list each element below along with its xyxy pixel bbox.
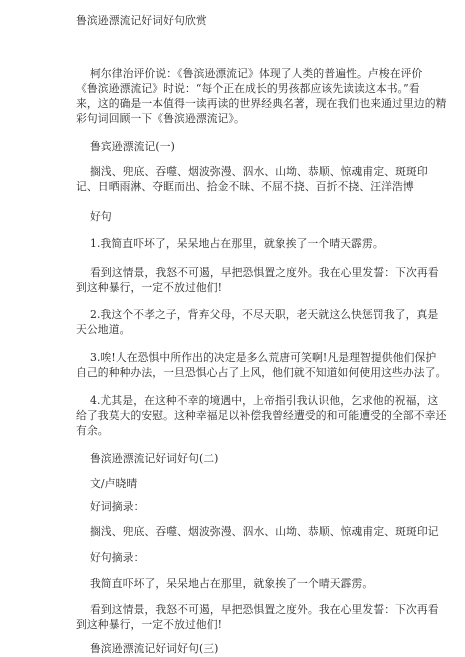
word-list-line: 搁浅、兜底、吞噬、烟波弥漫、泅水、山坳、恭顺、惊魂甫定、斑斑印 [90,165,428,178]
sentence-line: 给了我莫大的安慰。这种幸福足以补偿我曾经遭受的和可能遭受的全部不幸还 [76,409,447,422]
good-sentences-heading: 好句 [90,210,112,223]
sentence-line: 3.唉!人在恐惧中所作出的决定是多么荒唐可笑啊!凡是理智提供他们保护 [90,351,437,364]
sentence-line: 我简直吓坏了，呆呆地占在那里，就象挨了一个晴天霹雳。 [90,577,374,590]
intro-line: 《鲁滨逊漂流记》时说：“每个正在成长的男孩都应该先读读这本书。”看 [76,82,420,95]
section-title: 鲁滨逊漂流记好词好句(三) [90,642,219,655]
intro-line: 彩句词回顾一下《鲁滨逊漂流记》。 [76,112,245,125]
author-line: 文/卢晓晴 [90,477,138,490]
sentence-line: 自己的种种办法，一旦恐惧心占了上风，他们就不知道如何使用这些办法了。 [76,366,447,379]
sentence-line: 到这种暴行，一定不放过他们! [76,618,223,631]
sentence-line: 1.我简直吓坏了，呆呆地占在那里，就象挨了一个晴天霹雳。 [90,237,384,250]
sentence-line: 2.我这个不孝之子，背弃父母，不尽天职，老天就这么快惩罚我了，真是 [90,308,439,321]
section-title: 鲁滨逊漂流记好词好句(二) [90,452,219,465]
intro-line: 来，这的确是一本值得一读再读的世界经典名著，现在我们也来通过里边的精 [76,97,447,110]
word-list-line: 记、日晒雨淋、夺眶而出、拾金不昧、不屈不挠、百折不挠、汪洋浩博 [76,180,414,193]
section-title: 鲁宾逊漂流记(一) [90,140,175,153]
sentence-line: 4.尤其是，在这种不幸的境遇中，上帝指引我认识他，乞求他的祝福，这 [90,394,439,407]
sentences-label: 好句摘录： [90,551,145,564]
sentence-line: 看到这情景，我怒不可遏，早把恐惧置之度外。我在心里发誓：下次再看 [90,603,439,616]
word-list-line: 搁浅、兜底、吞噬、烟波弥漫、泅水、山坳、恭顺、惊魂甫定、斑斑印记 [90,525,439,538]
words-label: 好词摘录： [90,500,145,513]
document-title: 鲁滨逊漂流记好词好句欣赏 [76,14,207,27]
sentence-line: 看到这情景，我怒不可遏，早把恐惧置之度外。我在心里发誓：下次再看 [90,266,439,279]
intro-line: 柯尔律治评价说：《鲁滨逊漂流记》体现了人类的普遍性。卢梭在评价 [90,67,423,80]
sentence-line: 有余。 [76,424,109,437]
sentence-line: 天公地道。 [76,323,131,336]
sentence-line: 到这种暴行，一定不放过他们! [76,281,223,294]
